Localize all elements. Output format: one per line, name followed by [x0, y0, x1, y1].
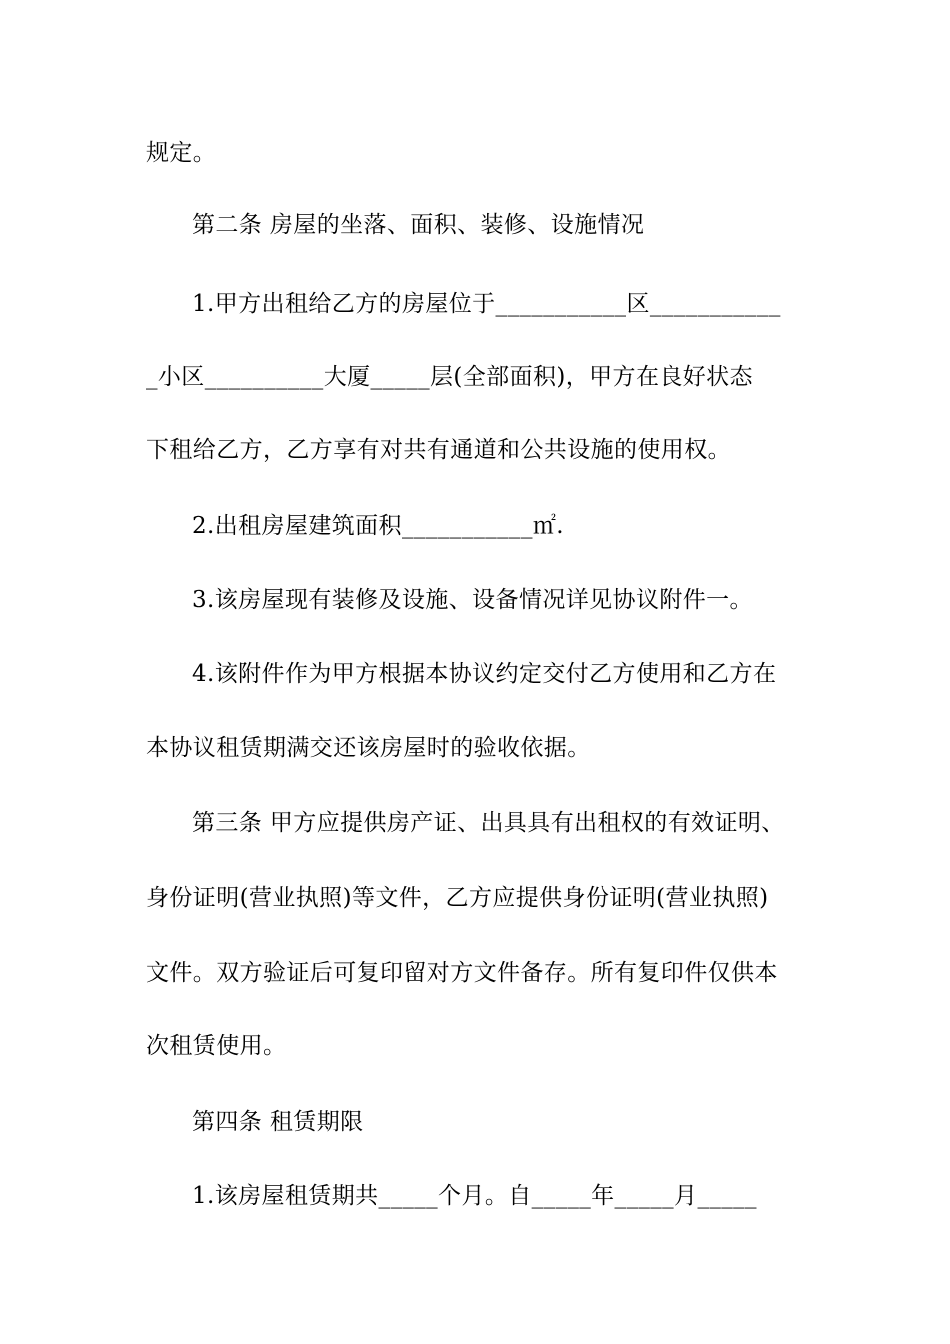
text-line-continuation: 规定。: [146, 140, 217, 166]
article-2-item-1-line-2: _小区__________大厦_____层(全部面积)，甲方在良好状态: [146, 364, 753, 390]
article-3-line-3: 文件。双方验证后可复印留对方文件备存。所有复印件仅供本: [146, 960, 778, 986]
article-4-item-1: 1.该房屋租赁期共_____个月。自_____年_____月_____: [192, 1183, 757, 1209]
article-2-item-1-line-3: 下租给乙方，乙方享有对共有通道和公共设施的使用权。: [146, 437, 731, 463]
article-2-item-4-line-2: 本协议租赁期满交还该房屋时的验收依据。: [146, 735, 591, 761]
article-2-item-1-line-1: 1.甲方出租给乙方的房屋位于___________区___________: [192, 291, 781, 317]
article-3-line-2: 身份证明(营业执照)等文件，乙方应提供身份证明(营业执照): [146, 885, 769, 911]
article-2-item-4-line-1: 4.该附件作为甲方根据本协议约定交付乙方使用和乙方在: [192, 661, 777, 687]
article-3-line-1: 第三条 甲方应提供房产证、出具具有出租权的有效证明、: [192, 810, 785, 836]
article-4-heading: 第四条 租赁期限: [192, 1109, 364, 1135]
article-3-line-4: 次租赁使用。: [146, 1033, 287, 1059]
article-2-item-3: 3.该房屋现有装修及设施、设备情况详见协议附件一。: [192, 587, 753, 613]
article-2-item-2: 2.出租房屋建筑面积___________㎡.: [192, 513, 564, 539]
article-2-heading: 第二条 房屋的坐落、面积、装修、设施情况: [192, 212, 645, 238]
